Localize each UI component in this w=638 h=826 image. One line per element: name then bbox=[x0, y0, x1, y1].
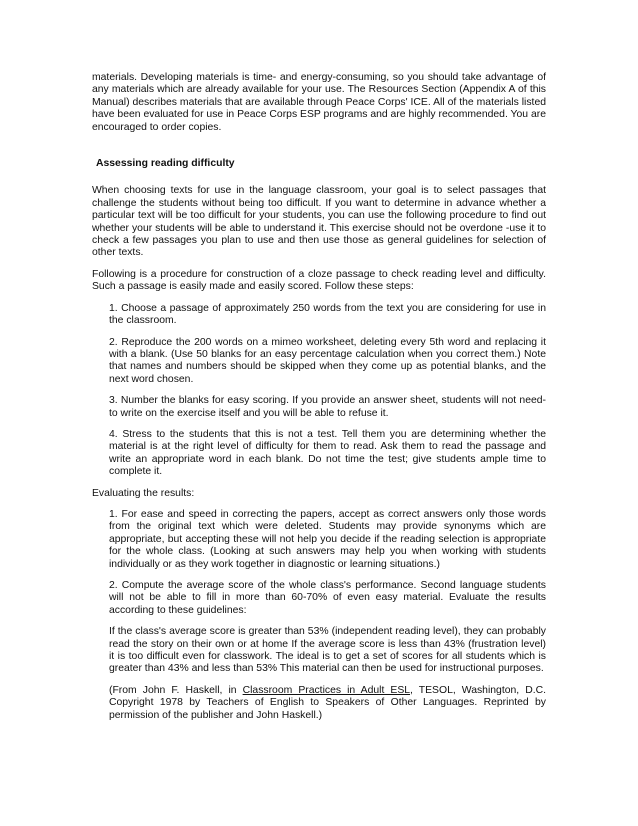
construction-step: 1. Choose a passage of approximately 250 words from the text you are considering for use in the classroom. bbox=[109, 302, 546, 327]
body-paragraph: When choosing texts for use in the language classroom, your goal is to select passages that challenge the students without being too difficult. If you want to determine in advance whether a particular text will be too difficult for your students, you can use the following procedure to find out whether your students will be able to understand it. This exercise should not be overdone -use it to check a few passages you plan to use and then use those as general guidelines for selection of other texts. bbox=[92, 185, 546, 259]
evaluating-label: Evaluating the results: bbox=[92, 487, 195, 499]
construction-step: 4. Stress to the students that this is not a test. Tell them you are determining whether the material is at the right level of difficulty for them to read. Ask them to read the passage and write an appropriate word in each blank. Do not time the test; give students ample time to complete it. bbox=[109, 428, 546, 478]
citation-prefix: (From John F. Haskell, in bbox=[109, 684, 243, 696]
evaluating-step: 2. Compute the average score of the whole class's performance. Second language students will not be able to fill in more than 60-70% of even easy material. Evaluate the results according to these guidelines: bbox=[109, 580, 546, 616]
body-paragraph: Following is a procedure for construction of a cloze passage to check reading level and difficulty. Such a passage is easily made and easily scored. Follow these steps: bbox=[92, 268, 546, 293]
construction-step: 2. Reproduce the 200 words on a mimeo worksheet, deleting every 5th word and replacing it with a blank. (Use 50 blanks for an easy percentage calculation when you correct them.) Note that names and numbers should be skipped when they come up as potential blanks, and the next word chosen. bbox=[109, 336, 546, 385]
evaluating-step: 1. For ease and speed in correcting the papers, accept as correct answers only those words from the original text which were deleted. Students may provide synonyms which are appropriate, but accepting these will not help you decide if the reading selection is appropriate for the whole class. (Looking at such answers may help you when working with students individually or as they work together in diagnostic or learning situations.) bbox=[109, 508, 546, 570]
intro-paragraph: materials. Developing materials is time- and energy-consuming, so you should take advantage of any materials which are already available for your use. The Resources Section (Appendix A of this Manual) describes materials that are available through Peace Corps' ICE. All of the materials listed have been evaluated for use in Peace Corps ESP programs and are highly recommended. You are encouraged to order copies. bbox=[92, 72, 546, 133]
citation-book-title: Classroom Practices in Adult ESL bbox=[242, 684, 411, 696]
section-heading: Assessing reading difficulty bbox=[96, 158, 235, 170]
citation-suffix: , TESOL, Washington, D.C. Copyright 1978 by Teachers of English to Speakers of Other Languages. Reprinted by permission of the publisher and John Haskell.) bbox=[109, 684, 546, 721]
citation bbox=[109, 685, 546, 722]
construction-step: 3. Number the blanks for easy scoring. If you provide an answer sheet, students will not need-to write on the exercise itself and you will be able to refuse it. bbox=[109, 395, 546, 419]
evaluating-guideline: If the class's average score is greater than 53% (independent reading level), they can probably read the story on their own or at home If the average score is less than 43% (frustration level) it is too difficult even for classwork. The ideal is to get a set of scores for all students which is greater than 43% and less than 53% This material can then be used for instructional purposes. bbox=[109, 626, 546, 675]
